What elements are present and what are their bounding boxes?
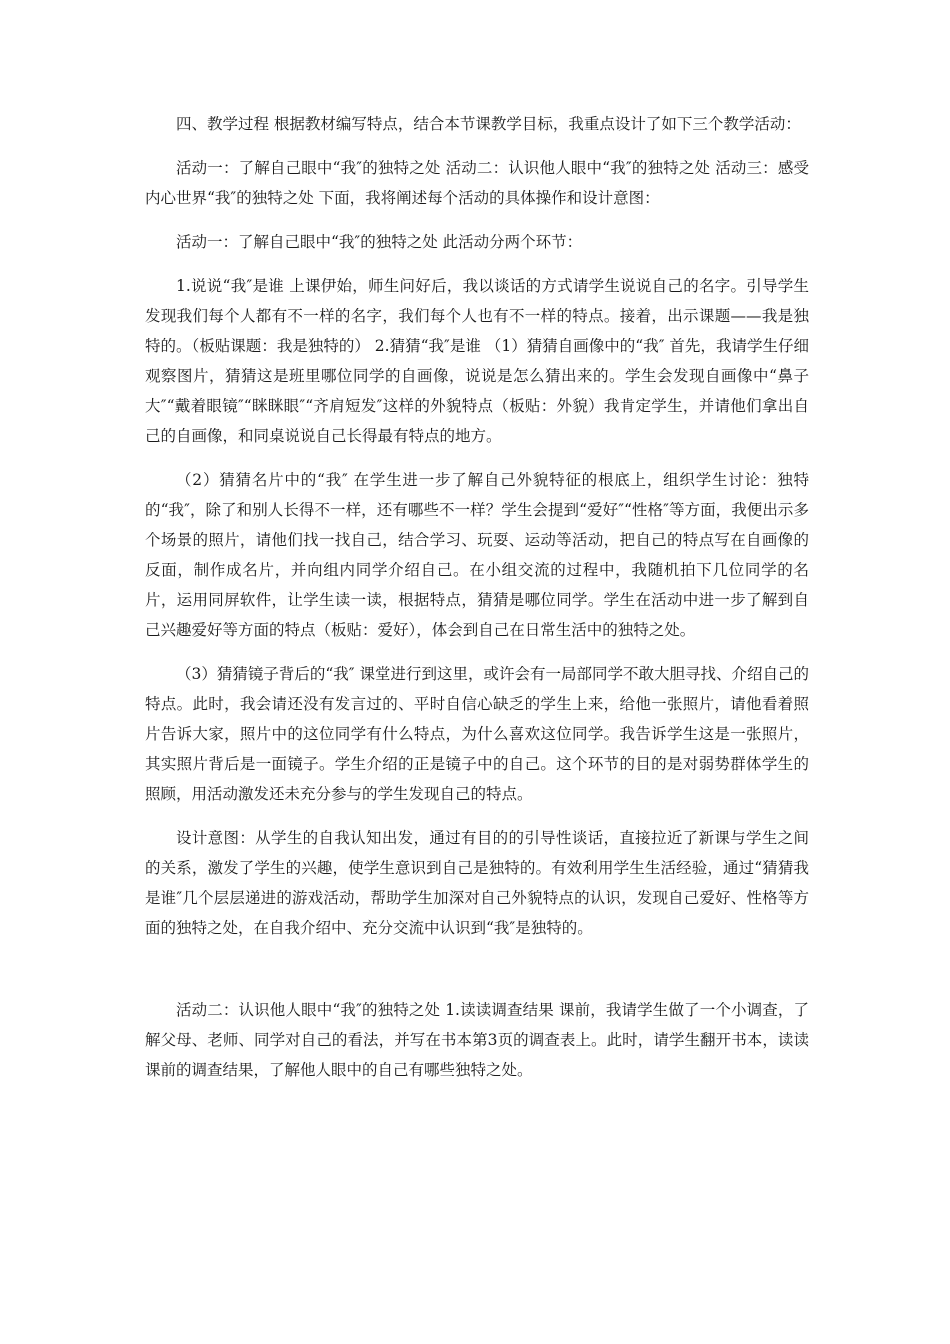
paragraph-design-intent: 设计意图：从学生的自我认知出发，通过有目的的引导性谈话，直接拉近了新课与学生之间的关系，激发了学生的兴趣，使学生意识到自己是独特的。有效利用学生生活经验，通过“猜猜我是谁″几个层层递进的游戏活动，帮助学生加深对自己外貌特点的认识，发现自己爱好、性格等方面的独特之处，在自我介绍中、充分交流中认识到“我″是独特的。 xyxy=(145,829,809,937)
paragraph-activity-two: 活动二：认识他人眼中“我″的独特之处 1.读读调查结果 课前，我请学生做了一个小调查，了解父母、老师、同学对自己的看法，并写在书本第3页的调查表上。此时，请学生翻开书本，读读课前的调查结果，了解他人眼中的自己有哪些独特之处。 xyxy=(145,1001,809,1079)
document-body xyxy=(145,109,809,1085)
paragraph-mirror: （3）猜猜镜子背后的“我″ 课堂进行到这里，或许会有一局部同学不敢大胆寻找、介绍自己的特点。此时，我会请还没有发言过的、平时自信心缺乏的学生上来，给他一张照片，请他看着照片告诉大家，照片中的这位同学有什么特点，为什么喜欢这位同学。我告诉学生这是一张照片，其实照片背后是一面镜子。学生介绍的正是镜子中的自己。这个环节的目的是对弱势群体学生的照顾，用活动激发还未充分参与的学生发现自己的特点。 xyxy=(145,665,810,803)
section-gap xyxy=(145,943,809,995)
paragraph-who-am-i: 1.说说“我″是谁 上课伊始，师生问好后，我以谈话的方式请学生说说自己的名字。引导学生发现我们每个人都有不一样的名字，我们每个人也有不一样的特点。接着，出示课题——我是独特的。（板贴课题：我是独特的） 2.猜猜“我″是谁 （1）猜猜自画像中的“我″ 首先，我请学生仔细观察图片，猜猜这是班里哪位同学的自画像，说说是怎么猜出来的。学生会发现自画像中“鼻子大″“戴着眼镜″“眯眯眼″“齐肩短发″这样的外貌特点（板贴：外貌）我肯定学生，并请他们拿出自己的自画像，和同桌说说自己长得最有特点的地方。 xyxy=(145,277,809,445)
paragraph-activity-overview: 活动一：了解自己眼中“我″的独特之处 活动二：认识他人眼中“我″的独特之处 活动三：感受内心世界“我″的独特之处 下面，我将阐述每个活动的具体操作和设计意图： xyxy=(145,159,809,207)
paragraph-gap xyxy=(145,451,809,465)
paragraph-teaching-process: 四、教学过程 根据教材编写特点，结合本节课教学目标，我重点设计了如下三个教学活动： xyxy=(176,115,801,133)
paragraph-gap xyxy=(145,213,809,227)
paragraph-gap xyxy=(145,139,809,153)
paragraph-gap xyxy=(145,645,809,659)
paragraph-name-card: （2）猜猜名片中的“我″ 在学生进一步了解自己外貌特征的根底上，组织学生讨论：独特的“我″，除了和别人长得不一样，还有哪些不一样？学生会提到“爱好″“性格″等方面，我便出示多个场景的照片，请他们找一找自己，结合学习、玩耍、运动等活动，把自己的特点写在自画像的反面，制作成名片，并向组内同学介绍自己。在小组交流的过程中，我随机拍下几位同学的名片，运用同屏软件，让学生读一读，根据特点，猜猜是哪位同学。学生在活动中进一步了解到自己兴趣爱好等方面的特点（板贴：爱好），体会到自己在日常生活中的独特之处。 xyxy=(145,471,809,639)
paragraph-gap xyxy=(145,809,809,823)
paragraph-activity-one-intro: 活动一：了解自己眼中“我″的独特之处 此活动分两个环节： xyxy=(176,233,583,251)
paragraph-gap xyxy=(145,257,809,271)
